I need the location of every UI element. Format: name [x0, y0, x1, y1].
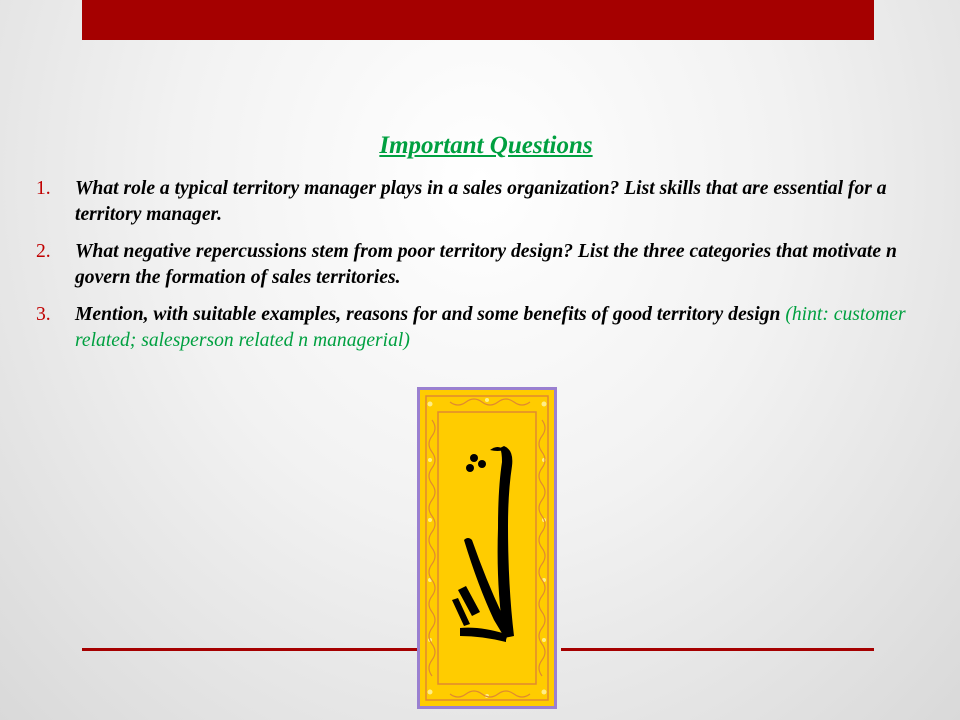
- question-text: What negative repercussions stem from poor territory design? List the three categories that motivate n govern the formation of sales territories.: [75, 241, 897, 288]
- question-item: [36, 302, 916, 354]
- question-list: [36, 176, 916, 365]
- divider-right: [561, 648, 874, 651]
- divider-left: [82, 648, 417, 651]
- question-number: 1.: [36, 178, 51, 199]
- question-number: 3.: [36, 304, 51, 325]
- arabic-calligraphy-icon: [420, 390, 554, 706]
- question-hint: (hint: customer related; salesperson related n managerial): [75, 304, 906, 351]
- top-banner: [82, 0, 874, 40]
- question-item: [36, 239, 916, 291]
- question-item: [36, 176, 916, 228]
- question-number: 2.: [36, 241, 51, 262]
- question-text: What role a typical territory manager plays in a sales organization? List skills that are essential for a territory manager.: [75, 178, 887, 225]
- calligraphy-card: [417, 387, 557, 709]
- question-text: Mention, with suitable examples, reasons for and some benefits of good territory design: [75, 304, 786, 325]
- slide-title: Important Questions: [379, 132, 593, 159]
